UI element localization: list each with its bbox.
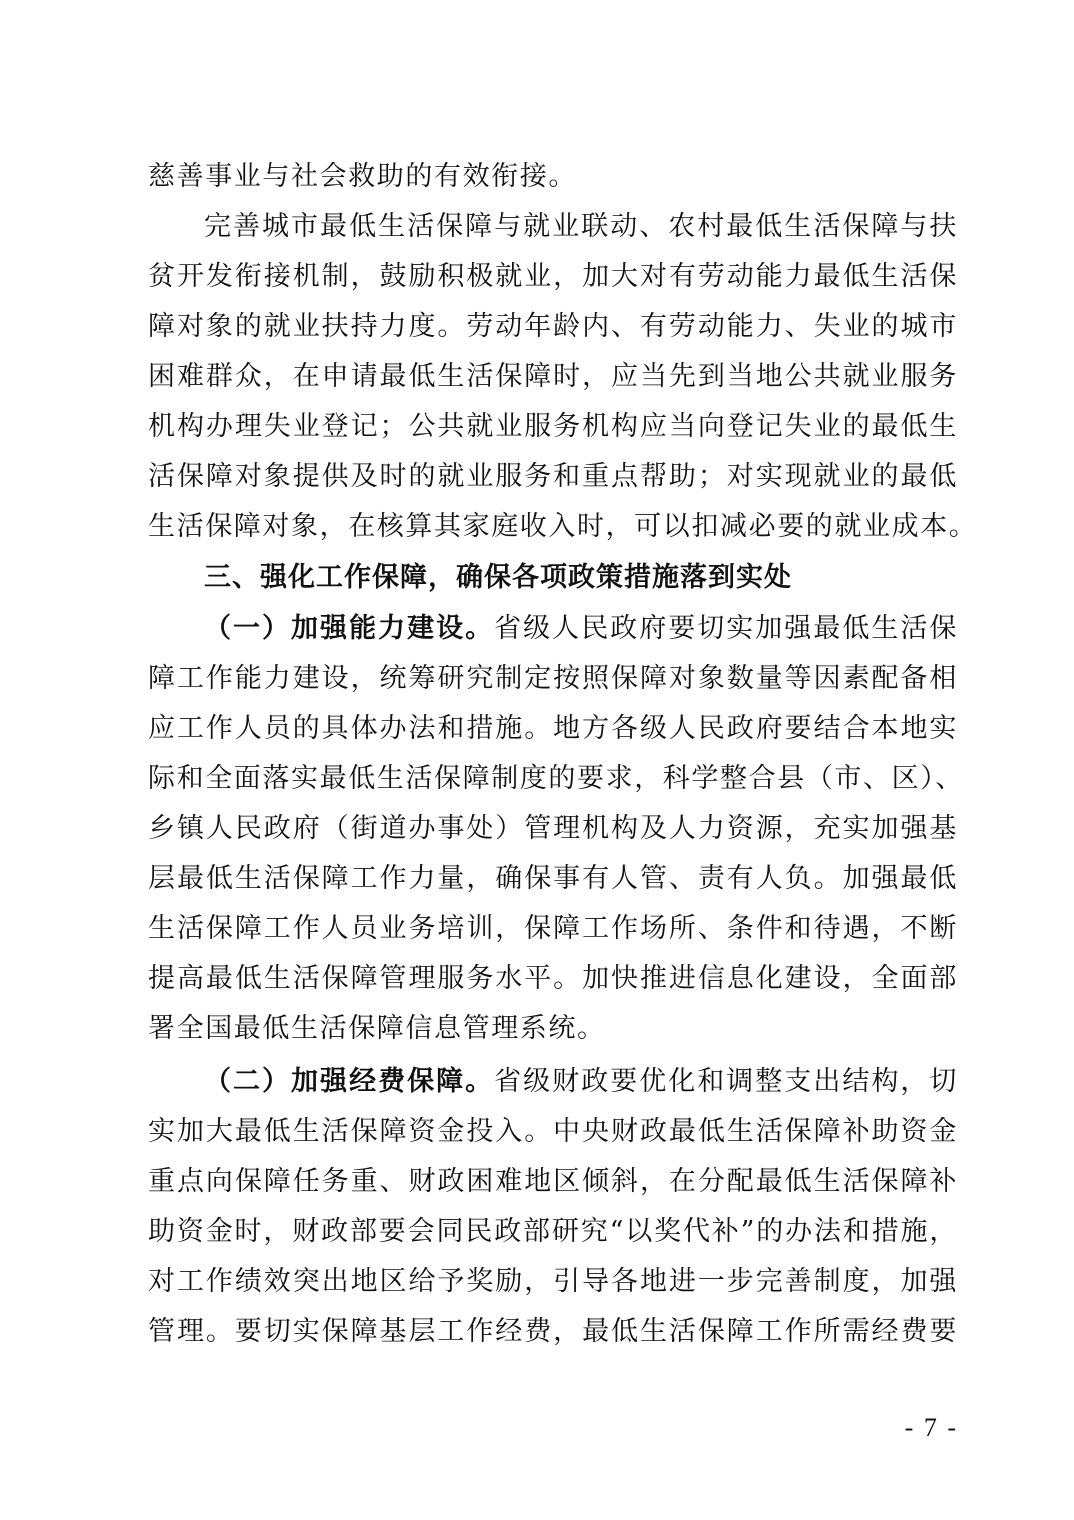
paragraph-line: 生活保障工作人员业务培训，保障工作场所、条件和待遇，不断 [148,913,958,944]
paragraph-line: 实加大最低生活保障资金投入。中央财政最低生活保障补助资金 [148,1116,958,1147]
paragraph-line: 障对象的就业扶持力度。劳动年龄内、有劳动能力、失业的城市 [148,311,958,342]
paragraph-line: 提高最低生活保障管理服务水平。加快推进信息化建设，全面部 [148,963,958,994]
paragraph-line: 助资金时，财政部要会同民政部研究“以奖代补”的办法和措施， [148,1216,958,1247]
paragraph-line: 应工作人员的具体办法和措施。地方各级人民政府要结合本地实 [148,713,958,744]
paragraph-line: 际和全面落实最低生活保障制度的要求，科学整合县（市、区）、 [148,763,964,794]
section-heading: 三、强化工作保障，确保各项政策措施落到实处 [204,562,792,593]
paragraph-line: 活保障对象提供及时的就业服务和重点帮助；对实现就业的最低 [148,461,958,492]
paragraph-line: 生活保障对象，在核算其家庭收入时，可以扣减必要的就业成本。 [148,511,978,542]
paragraph-line: 乡镇人民政府（街道办事处）管理机构及人力资源，充实加强基 [148,813,958,844]
paragraph-text: 省级财政要优化和调整支出结构，切 [494,1066,958,1097]
paragraph-lead: （一）加强能力建设。 [204,613,495,644]
paragraph-line: 贫开发衔接机制，鼓励积极就业，加大对有劳动能力最低生活保 [148,261,958,292]
paragraph-lead: （二）加强经费保障。 [204,1066,495,1097]
paragraph-line: 署全国最低生活保障信息管理系统。 [148,1013,606,1044]
paragraph-line [204,609,958,649]
paragraph-line: 管理。要切实保障基层工作经费，最低生活保障工作所需经费要 [148,1316,958,1347]
paragraph-line: 机构办理失业登记；公共就业服务机构应当向登记失业的最低生 [148,411,958,442]
paragraph-line [204,1062,958,1102]
paragraph-line: 慈善事业与社会救助的有效衔接。 [148,161,577,192]
paragraph-line: 障工作能力建设，统筹研究制定按照保障对象数量等因素配备相 [148,663,958,694]
paragraph-line: 层最低生活保障工作力量，确保事有人管、责有人负。加强最低 [148,863,958,894]
paragraph-text: 省级人民政府要切实加强最低生活保 [494,613,958,644]
paragraph-line: 困难群众，在申请最低生活保障时，应当先到当地公共就业服务 [148,361,958,392]
paragraph-line: 对工作绩效突出地区给予奖励，引导各地进一步完善制度，加强 [148,1266,958,1297]
paragraph-line: 完善城市最低生活保障与就业联动、农村最低生活保障与扶 [204,211,958,242]
paragraph-line: 重点向保障任务重、财政困难地区倾斜，在分配最低生活保障补 [148,1166,958,1197]
page-number: - 7 - [904,1413,958,1442]
